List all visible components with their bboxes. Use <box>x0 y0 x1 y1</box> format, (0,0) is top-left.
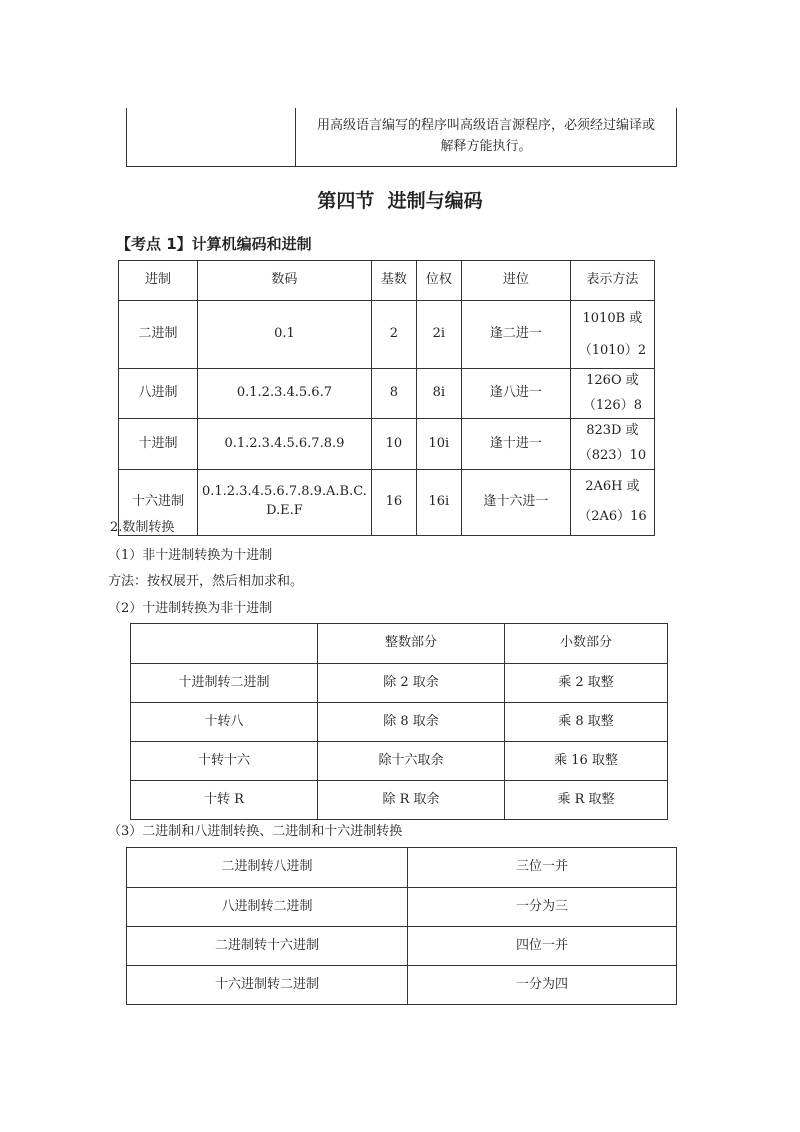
repr-line: （1010）2 <box>578 342 647 358</box>
base-cell <box>570 301 654 369</box>
bin-cell: 四位一并 <box>408 927 677 966</box>
bin-cell: 三位一并 <box>408 848 677 888</box>
bin-cell: 八进制转二进制 <box>127 888 408 927</box>
conv-cell: 乘 2 取整 <box>505 664 668 703</box>
base-header-cell: 进制 <box>119 261 198 301</box>
bin-cell: 一分为三 <box>408 888 677 927</box>
table-row <box>119 369 655 419</box>
text-sub2: （2）十进制转换为非十进制 <box>108 601 273 616</box>
base-cell: 823D 或（823）10 <box>570 419 654 469</box>
conv-cell: 除 8 取余 <box>318 703 505 742</box>
base-table-header-row <box>119 261 655 301</box>
base-cell: 0.1 <box>198 301 372 369</box>
conv-header-cell: 小数部分 <box>505 624 668 664</box>
table-row <box>127 888 677 927</box>
bin-cell: 二进制转八进制 <box>127 848 408 888</box>
base-cell: 8i <box>416 369 461 419</box>
bin-table <box>126 847 677 1005</box>
base-cell: 8 <box>371 369 416 419</box>
conv-cell: 除 R 取余 <box>318 781 505 820</box>
repr-line: 1010B 或 <box>582 311 643 327</box>
text-sub3: （3）二进制和八进制转换、二进制和十六进制转换 <box>108 824 403 839</box>
base-cell: 八进制 <box>119 369 198 419</box>
table-row <box>119 301 655 369</box>
conv-header-row <box>131 624 668 664</box>
table-row <box>127 966 677 1005</box>
base-cell: 2 <box>371 301 416 369</box>
base-cell: 十进制 <box>119 419 198 469</box>
table-row <box>131 781 668 820</box>
base-cell: 二进制 <box>119 301 198 369</box>
base-cell: 逢二进一 <box>461 301 570 369</box>
base-header-cell: 数码 <box>198 261 372 301</box>
digits-line: D.E.F <box>266 503 303 519</box>
conv-cell: 十转 R <box>131 781 318 820</box>
base-cell: 逢八进一 <box>461 369 570 419</box>
table-row <box>131 742 668 781</box>
conv-cell: 乘 16 取整 <box>505 742 668 781</box>
text-conversion: 2.数制转换 <box>110 520 175 535</box>
conversion-table <box>130 623 668 820</box>
base-cell: 逢十六进一 <box>461 469 570 535</box>
bin-cell: 二进制转十六进制 <box>127 927 408 966</box>
conv-header-cell <box>131 624 318 664</box>
digits-line: 0.1.2.3.4.5.6.7.8.9.A.B.C. <box>202 484 367 500</box>
kaodian-heading: 【考点 1】计算机编码和进制 <box>116 235 312 253</box>
repr-line: （2A6）16 <box>578 509 647 525</box>
top-text-line2: 解释方能执行。 <box>440 138 532 154</box>
table-row <box>119 469 655 535</box>
bin-cell: 一分为四 <box>408 966 677 1005</box>
table-row <box>131 664 668 703</box>
conv-cell: 除十六取余 <box>318 742 505 781</box>
conv-cell: 除 2 取余 <box>318 664 505 703</box>
section-title: 第四节 进制与编码 <box>317 190 483 212</box>
base-cell: 0.1.2.3.4.5.6.7 <box>198 369 372 419</box>
repr-line: 2A6H 或 <box>585 479 640 495</box>
conv-cell: 十转八 <box>131 703 318 742</box>
base-header-cell: 表示方法 <box>570 261 654 301</box>
base-cell: 10i <box>416 419 461 469</box>
base-header-cell: 位权 <box>416 261 461 301</box>
base-cell: 2i <box>416 301 461 369</box>
base-cell: 126O 或（126）8 <box>570 369 654 419</box>
table-row <box>127 848 677 888</box>
base-cell <box>198 469 372 535</box>
base-header-cell: 基数 <box>371 261 416 301</box>
base-cell: 16 <box>371 469 416 535</box>
base-cell <box>570 469 654 535</box>
base-header-cell: 进位 <box>461 261 570 301</box>
base-cell: 0.1.2.3.4.5.6.7.8.9 <box>198 419 372 469</box>
conv-cell: 乘 R 取整 <box>505 781 668 820</box>
top-table-text-cell <box>296 108 677 166</box>
table-row <box>119 419 655 469</box>
base-cell: 十六进制 <box>119 469 198 535</box>
text-method: 方法：按权展开，然后相加求和。 <box>108 574 304 589</box>
top-table-empty-cell <box>127 108 296 166</box>
conv-cell: 十进制转二进制 <box>131 664 318 703</box>
base-cell: 10 <box>371 419 416 469</box>
base-table <box>118 260 655 536</box>
bin-cell: 十六进制转二进制 <box>127 966 408 1005</box>
table-row <box>131 703 668 742</box>
table-row <box>127 927 677 966</box>
base-cell: 逢十进一 <box>461 419 570 469</box>
top-table-fragment <box>126 108 677 167</box>
conv-header-cell: 整数部分 <box>318 624 505 664</box>
conv-cell: 十转十六 <box>131 742 318 781</box>
base-cell: 16i <box>416 469 461 535</box>
text-sub1: （1）非十进制转换为十进制 <box>108 548 273 563</box>
conv-cell: 乘 8 取整 <box>505 703 668 742</box>
top-text-line1: 用高级语言编写的程序叫高级语言源程序，必须经过编译或 <box>316 117 655 133</box>
